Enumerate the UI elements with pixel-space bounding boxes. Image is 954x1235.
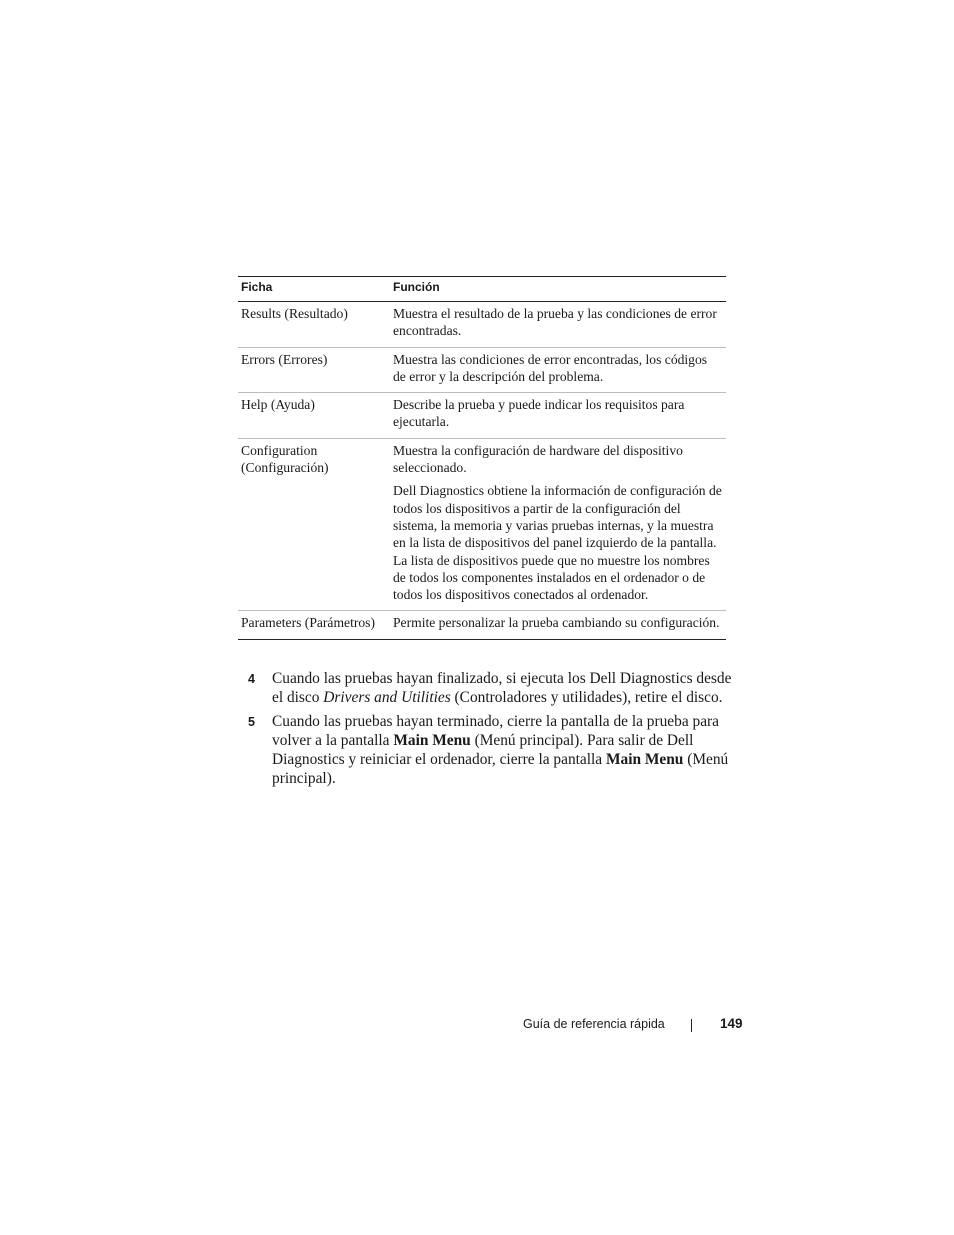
funcion-text: Muestra las condiciones de error encontradas, los códigos de error y la descripción del problema. xyxy=(393,351,708,384)
funcion-text: Describe la prueba y puede indicar los requisitos para ejecutarla. xyxy=(393,397,685,430)
table-row xyxy=(238,393,726,439)
guide-title: Guía de referencia rápida xyxy=(523,1017,665,1031)
funcion-cell xyxy=(390,393,726,439)
ficha-cell: Configuration (Configuración) xyxy=(238,438,390,611)
step-text-part: (Menú principal). Para salir de Dell Diagnostics y reiniciar el ordenador, cierre la pantalla xyxy=(272,732,694,768)
screen-name: Main Menu xyxy=(393,732,471,749)
funcion-cell xyxy=(390,347,726,393)
table-header-row xyxy=(238,277,726,302)
page-number: 149 xyxy=(720,1016,743,1031)
funcion-text: Permite personalizar la prueba cambiando su configuración. xyxy=(393,615,720,631)
ficha-cell: Results (Resultado) xyxy=(241,306,348,321)
footer-separator xyxy=(691,1019,692,1032)
disc-title: Drivers and Utilities xyxy=(323,689,451,706)
table-row xyxy=(238,611,726,639)
step-text-part: Cuando las pruebas hayan finalizado, si ejecuta los Dell Diagnostics desde el disco xyxy=(272,670,732,706)
ficha-cell: Errors (Errores) xyxy=(238,347,390,393)
step-text-part: (Menú principal). xyxy=(272,751,729,787)
ficha-cell: Parameters (Parámetros) xyxy=(238,611,390,639)
step-item xyxy=(248,712,740,788)
step-item xyxy=(248,669,740,707)
table-row xyxy=(238,347,726,393)
funcion-cell xyxy=(390,438,726,611)
page-footer xyxy=(523,1015,743,1033)
step-list xyxy=(248,669,740,793)
header-ficha: Ficha xyxy=(238,277,390,302)
funcion-cell xyxy=(390,611,726,639)
table-row xyxy=(238,438,726,611)
step-text-part: Cuando las pruebas hayan terminado, cierre la pantalla de la prueba para volver a la pantalla xyxy=(272,713,719,749)
step-number: 5 xyxy=(248,715,255,729)
step-text xyxy=(272,712,740,788)
function-table xyxy=(238,276,726,640)
funcion-text: Muestra el resultado de la prueba y las condiciones de error encontradas. xyxy=(393,306,717,339)
step-text-part: (Controladores y utilidades), retire el disco. xyxy=(450,689,723,706)
step-text xyxy=(272,669,740,707)
table-row xyxy=(238,302,726,348)
funcion-text: Dell Diagnostics obtiene la información de configuración de todos los dispositivos a partir de la configuración del sistema, la memoria y varias pruebas internas, y la muestra en la lista de dispositivos del panel izquierdo de la pantalla. La lista de dispositivos puede que no muestre los nombres de todos los componentes instalados en el ordenador o de todos los dispositivos conectados al ordenador. xyxy=(393,483,722,603)
funcion-text: Muestra la configuración de hardware del dispositivo seleccionado. xyxy=(393,442,683,476)
funcion-cell xyxy=(390,302,726,348)
step-number: 4 xyxy=(248,672,255,686)
screen-name: Main Menu xyxy=(605,751,684,768)
ficha-cell: Help (Ayuda) xyxy=(238,393,390,439)
header-funcion: Función xyxy=(390,277,726,302)
